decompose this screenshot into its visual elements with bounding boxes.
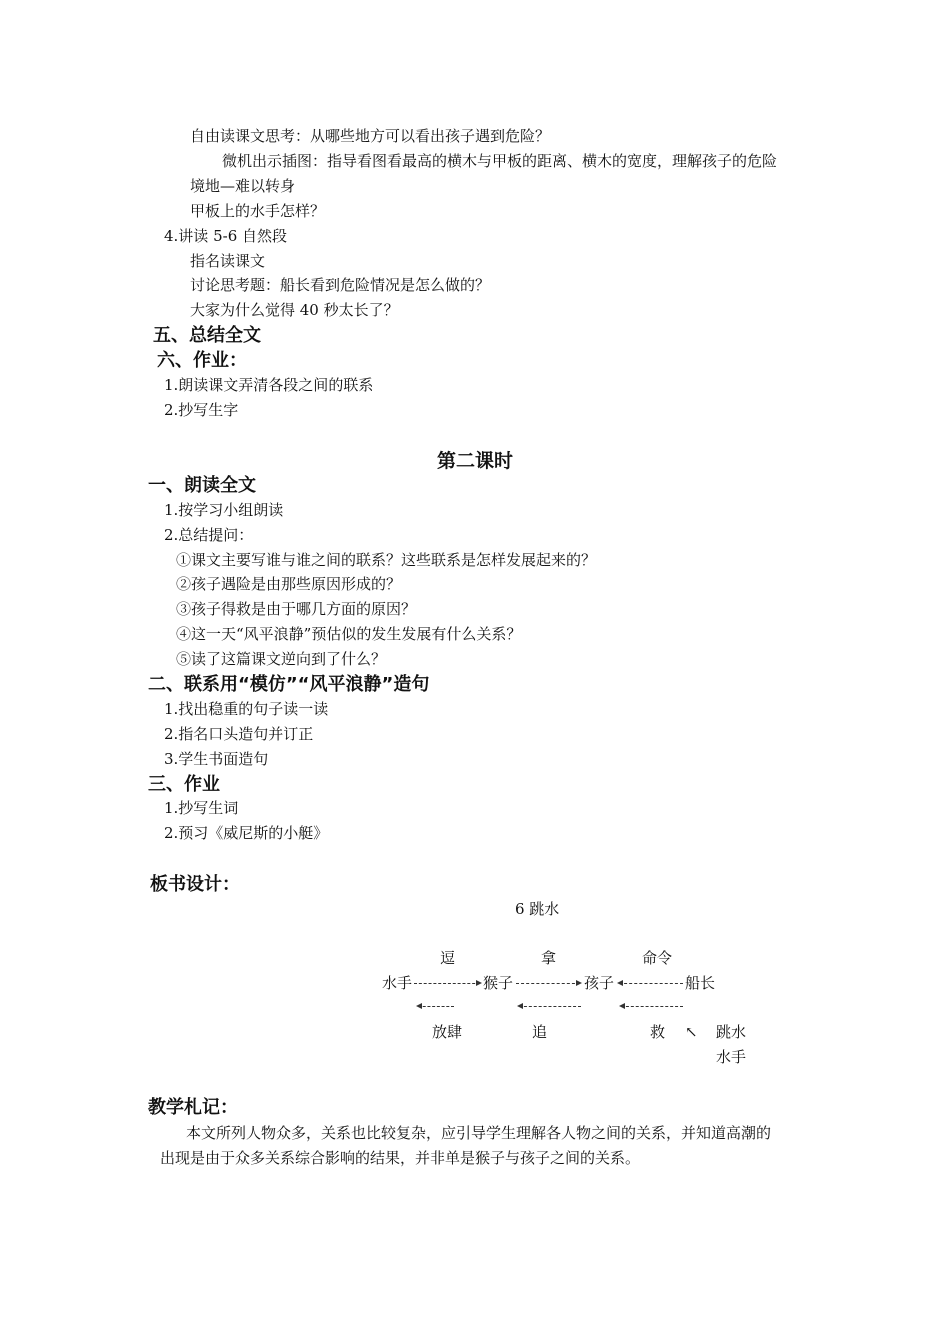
board-label-above: 命令 xyxy=(642,949,673,967)
board-label-below: 追 xyxy=(532,1023,548,1041)
text-line: ⑤读了这篇课文逆向到了什么？ xyxy=(176,650,387,668)
left-arrow xyxy=(621,1006,683,1007)
lesson-title: 第二课时 xyxy=(436,450,513,472)
section-heading: 二、联系用“模仿”“风平浪静”造句 xyxy=(148,674,430,695)
board-node: 猴子 xyxy=(483,974,514,992)
section-heading: 六、作业： xyxy=(157,350,247,371)
text-line: 出现是由于众多关系综合影响的结果，并非单是猴子与孩子之间的关系。 xyxy=(160,1149,641,1167)
text-line: ①课文主要写谁与谁之间的联系？这些联系是怎样发展起来的？ xyxy=(176,551,597,569)
board-label-right: 跳水 xyxy=(716,1023,747,1041)
board-node: 孩子 xyxy=(584,974,615,992)
right-arrow xyxy=(414,983,480,984)
section-heading: 教学札记： xyxy=(148,1097,238,1118)
board-node: 水手 xyxy=(382,974,413,992)
left-arrow xyxy=(519,1006,581,1007)
left-arrow xyxy=(619,983,683,984)
left-arrow xyxy=(418,1006,454,1007)
section-heading: 一、朗读全文 xyxy=(148,475,256,496)
board-label-right: 水手 xyxy=(716,1048,747,1066)
section-heading: 五、总结全文 xyxy=(153,325,261,346)
text-line: 2.抄写生字 xyxy=(164,401,239,419)
diagonal-arrow-icon: ↖ xyxy=(685,1023,698,1041)
text-line: 指名读课文 xyxy=(190,252,266,270)
board-label-above: 逗 xyxy=(440,949,456,967)
right-arrow xyxy=(516,983,580,984)
board-label-below: 救 xyxy=(650,1023,666,1041)
board-node: 船长 xyxy=(685,974,716,992)
text-line: 微机出示插图：指导看图看最高的横木与甲板的距离、横木的宽度，理解孩子的危险 xyxy=(222,152,778,170)
section-heading: 三、作业 xyxy=(148,774,220,795)
text-line: 本文所列人物众多，关系也比较复杂，应引导学生理解各人物之间的关系，并知道高潮的 xyxy=(186,1124,772,1142)
text-line: 1.按学习小组朗读 xyxy=(164,501,284,519)
text-line: 1.抄写生词 xyxy=(164,799,239,817)
text-line: 2.总结提问： xyxy=(164,526,254,544)
text-line: 4.讲读 5-6 自然段 xyxy=(164,227,288,245)
text-line: 1.找出稳重的句子读一读 xyxy=(164,700,329,718)
text-line: ④这一天“风平浪静”预估似的发生发展有什么关系？ xyxy=(176,625,522,643)
board-title: 6 跳水 xyxy=(515,900,560,918)
text-line: 自由读课文思考：从哪些地方可以看出孩子遇到危险？ xyxy=(190,127,551,145)
text-line: 2.指名口头造句并订正 xyxy=(164,725,314,743)
text-line: ②孩子遇险是由那些原因形成的？ xyxy=(176,575,402,593)
text-line: 大家为什么觉得 40 秒太长了？ xyxy=(190,301,399,319)
text-line: 讨论思考题：船长看到危险情况是怎么做的？ xyxy=(190,276,491,294)
text-line: 2.预习《威尼斯的小艇》 xyxy=(164,824,329,842)
section-heading: 板书设计： xyxy=(150,874,240,895)
board-label-below: 放肆 xyxy=(432,1023,463,1041)
text-line: 境地—难以转身 xyxy=(190,177,296,195)
text-line: 1.朗读课文弄清各段之间的联系 xyxy=(164,376,374,394)
text-line: 甲板上的水手怎样？ xyxy=(190,202,326,220)
board-label-above: 拿 xyxy=(541,949,557,967)
text-line: 3.学生书面造句 xyxy=(164,750,269,768)
text-line: ③孩子得救是由于哪几方面的原因？ xyxy=(176,600,417,618)
